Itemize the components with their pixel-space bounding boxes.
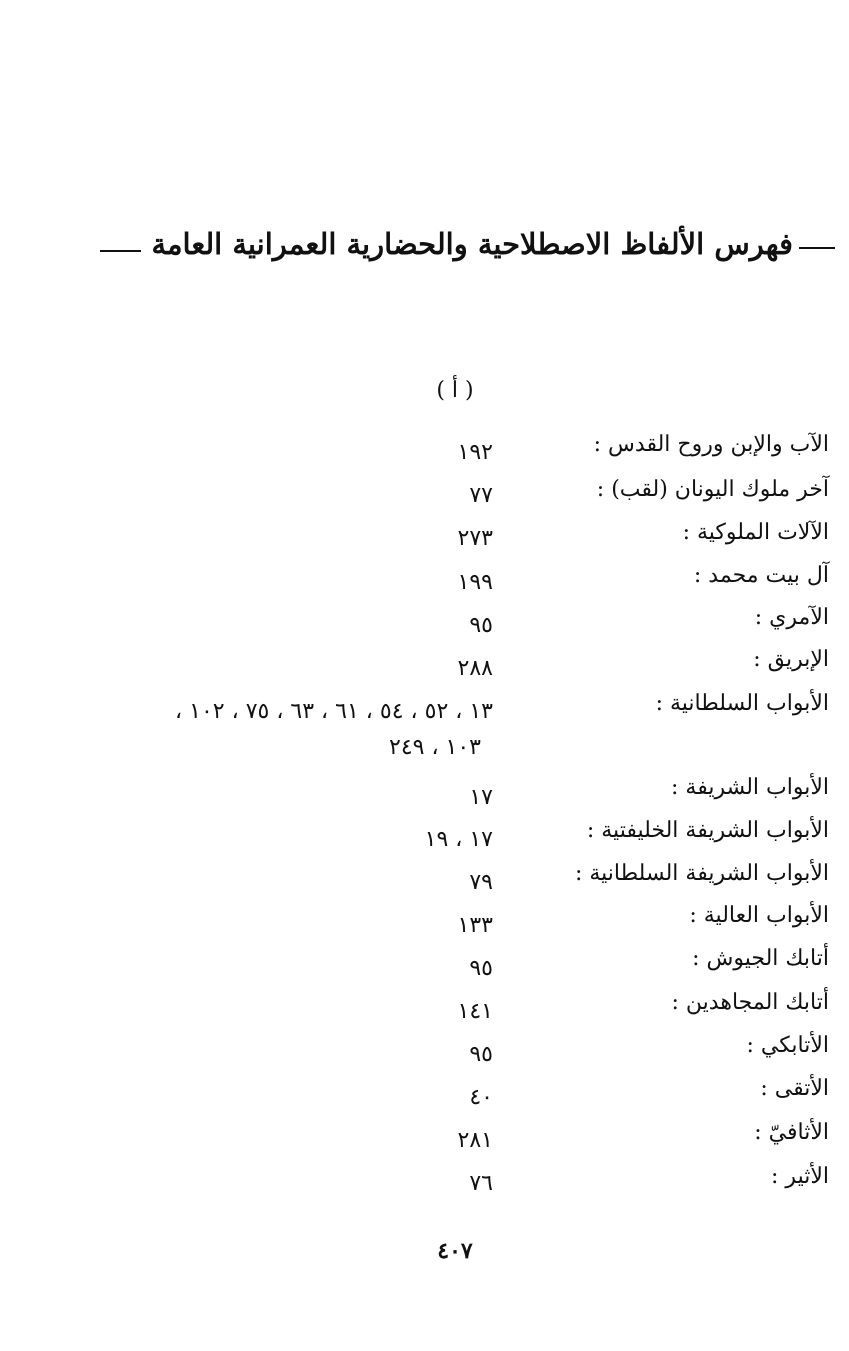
index-term: الأبواب السلطانية : [655,691,829,716]
index-pages: ٢٨٨ [457,656,493,681]
index-term: الأتقى : [760,1076,829,1101]
index-term: آخر ملوك اليونان (لقب) : [596,477,829,502]
index-pages-continued: ١٠٣ ، ٢٤٩ [389,735,481,760]
index-term: الأبواب العالية : [689,903,829,928]
index-term: الأبواب الشريفة السلطانية : [574,861,829,886]
index-term: آل بيت محمد : [693,563,829,588]
index-pages: ١٩٢ [457,440,493,465]
index-term: الإبريق : [753,647,829,672]
index-pages: ٩٥ [469,1042,493,1067]
index-term: أتابك الجيوش : [692,946,829,971]
index-pages: ٧٦ [469,1171,493,1196]
index-pages: ١٣٣ [457,913,493,938]
index-pages: ٢٧٣ [457,526,493,551]
index-pages: ٢٨١ [457,1128,493,1153]
index-pages: ١٩٩ [457,570,493,595]
index-pages: ٤٠ [469,1085,493,1110]
page-number: ٤٠٧ [437,1238,473,1264]
index-pages: ٧٧ [469,483,493,508]
index-term: الآمري : [754,605,829,630]
index-pages: ٧٩ [469,870,493,895]
page-title: فهرس الألفاظ الاصطلاحية والحضارية العمرانية العامة [151,227,793,261]
section-letter-heading: ( أ ) [436,378,474,403]
index-term: الأبواب الشريفة الخليفتية : [586,818,829,843]
index-pages: ٩٥ [469,956,493,981]
index-term: الأثير : [771,1164,829,1189]
index-pages: ١٣ ، ٥٢ ، ٥٤ ، ٦١ ، ٦٣ ، ٧٥ ، ١٠٢ ، [175,699,493,724]
index-term: الأبواب الشريفة : [671,775,829,800]
index-term: الأثافيّ : [754,1120,829,1145]
index-pages: ١٧ [469,785,493,810]
index-pages: ١٤١ [457,999,493,1024]
index-term: الأتابكي : [746,1033,829,1058]
index-term: الآلات الملوكية : [682,520,829,545]
index-term: الآب والإبن وروح القدس : [593,432,829,457]
index-pages: ٩٥ [469,613,493,638]
index-pages: ١٧ ، ١٩ [424,827,493,852]
index-term: أتابك المجاهدين : [671,990,829,1015]
